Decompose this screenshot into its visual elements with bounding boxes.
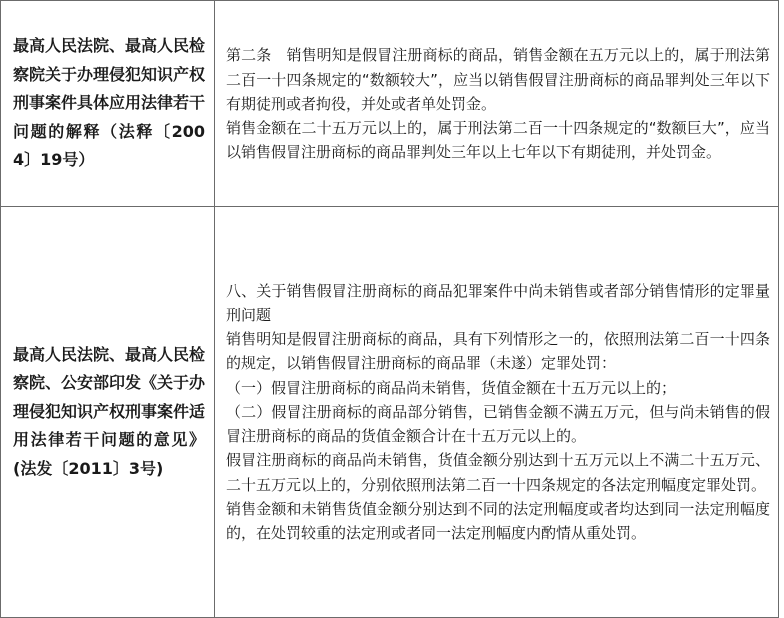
table-row: [1, 1, 779, 207]
paragraph: （二）假冒注册商标的商品部分销售，已销售金额不满五万元，但与尚未销售的假冒注册商标的商品的货值金额合计在十五万元以上的。: [226, 402, 770, 446]
paragraph: 销售金额在二十五万元以上的，属于刑法第二百一十四条规定的“数额巨大”，应当以销售假冒注册商标的商品罪判处三年以上七年以下有期徒刑，并处罚金。: [226, 119, 770, 162]
content-cell: [215, 1, 779, 207]
paragraph: 假冒注册商标的商品尚未销售，货值金额分别达到十五万元以上不满二十五万元、二十五万元以上的，分别依照刑法第二百一十四条规定的各法定刑幅度定罪处罚。: [226, 451, 770, 494]
section-heading: 八、关于销售假冒注册商标的商品犯罪案件中尚未销售或者部分销售情形的定罪量刑问题: [226, 281, 770, 325]
table-row: [1, 207, 779, 618]
paragraph: （一）假冒注册商标的商品尚未销售，货值金额在十五万元以上的；: [226, 378, 677, 397]
paragraph: 销售明知是假冒注册商标的商品，具有下列情形之一的，依照刑法第二百一十四条的规定，以销售假冒注册商标的商品罪（未遂）定罪处罚：: [226, 330, 770, 373]
source-cell: [1, 207, 215, 618]
provision-text: [215, 279, 778, 545]
source-title: 最高人民法院、最高人民检察院关于办理侵犯知识产权刑事案件具体应用法律若干问题的解释（法释〔2004〕19号）: [13, 36, 206, 170]
paragraph: 销售金额和未销售货值金额分别达到不同的法定刑幅度或者均达到同一法定刑幅度的，在处罚较重的法定刑或者同一法定刑幅度内酌情从重处罚。: [226, 499, 770, 542]
provision-text: [215, 42, 778, 164]
content-cell: [215, 207, 779, 618]
paragraph: 第二条 销售明知是假冒注册商标的商品，销售金额在五万元以上的，属于刑法第二百一十四条规定的“数额较大”，应当以销售假冒注册商标的商品罪判处三年以下有期徒刑或者拘役，并处或者单处罚金。: [226, 46, 770, 113]
source-title: 最高人民法院、最高人民检察院、公安部印发《关于办理侵犯知识产权刑事案件适用法律若干问题的意见》(法发〔2011〕3号): [13, 344, 206, 478]
source-cell: [1, 1, 215, 207]
